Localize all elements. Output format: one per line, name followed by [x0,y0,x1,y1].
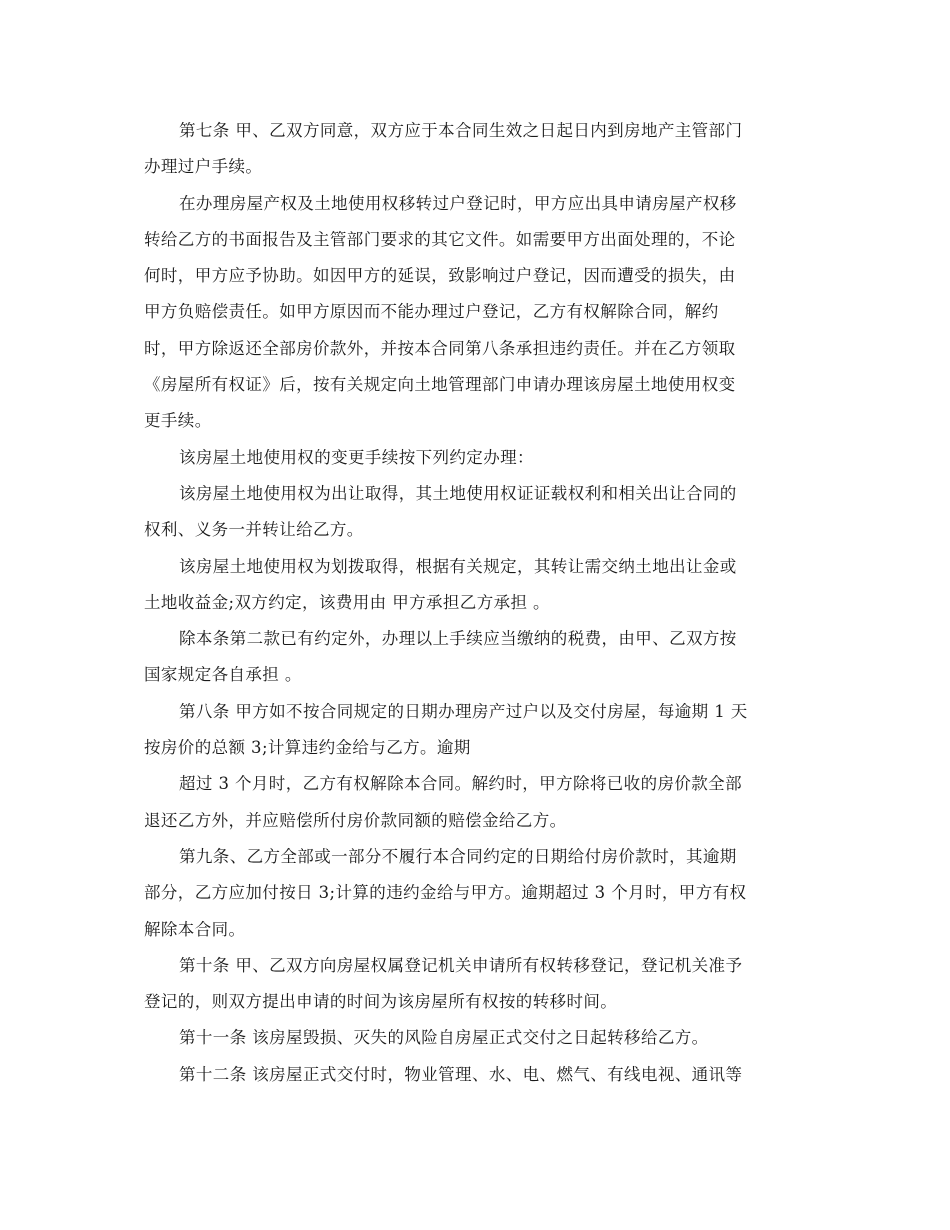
document-line: 解除本合同。 [144,919,246,939]
document-body [144,113,804,1093]
document-line: 除本条第二款已有约定外，办理以上手续应当缴纳的税费，由甲、乙双方按 [179,629,737,649]
document-line: 部分，乙方应加付按日 3;计算的违约金给与甲方。逾期超过 3 个月时，甲方有权 [144,883,747,903]
document-line: 更手续。 [144,411,212,431]
document-line: 何时，甲方应予协助。如因甲方的延误，致影响过户登记，因而遭受的损失，由 [144,266,736,286]
document-line: 该房屋土地使用权为划拨取得，根据有关规定，其转让需交纳土地出让金或 [179,556,737,576]
document-line: 登记的，则双方提出申请的时间为该房屋所有权按的转移时间。 [144,992,618,1012]
document-line: 第九条、乙方全部或一部分不履行本合同约定的日期给付房价款时，其逾期 [179,846,737,866]
document-line: 国家规定各自承担 。 [144,665,302,685]
document-line: 时，甲方除返还全部房价款外，并按本合同第八条承担违约责任。并在乙方领取 [144,338,736,358]
document-line: 第十条 甲、乙双方向房屋权属登记机关申请所有权转移登记，登记机关准予 [179,955,743,975]
document-line: 在办理房屋产权及土地使用权移转过户登记时，甲方应出具申请房屋产权移 [179,193,737,213]
document-line: 第十二条 该房屋正式交付时，物业管理、水、电、燃气、有线电视、通讯等 [179,1064,743,1084]
document-line: 土地收益金;双方约定，该费用由 甲方承担乙方承担 。 [144,592,550,612]
document-line: 超过 3 个月时，乙方有权解除本合同。解约时，甲方除将已收的房价款全部 [179,774,742,794]
document-line: 甲方负赔偿责任。如甲方原因而不能办理过户登记，乙方有权解除合同，解约 [144,302,719,322]
document-line: 权利、义务一并转让给乙方。 [144,520,364,540]
document-line: 第十一条 该房屋毁损、灭失的风险自房屋正式交付之日起转移给乙方。 [179,1028,709,1048]
document-line: 该房屋土地使用权的变更手续按下列约定办理： [179,447,534,467]
document-line: 转给乙方的书面报告及主管部门要求的其它文件。如需要甲方出面处理的，不论 [144,229,736,249]
document-line: 该房屋土地使用权为出让取得，其土地使用权证证载权利和相关出让合同的 [179,483,737,503]
document-line: 退还乙方外，并应赔偿所付房价款同额的赔偿金给乙方。 [144,810,567,830]
document-line: 办理过户手续。 [144,157,263,177]
document-line: 《房屋所有权证》后，按有关规定向土地管理部门申请办理该房屋土地使用权变 [144,375,736,395]
document-line: 按房价的总额 3;计算违约金给与乙方。逾期 [144,738,471,758]
document-line: 第七条 甲、乙双方同意，双方应于本合同生效之日起日内到房地产主管部门 [179,121,743,140]
document-line: 第八条 甲方如不按合同规定的日期办理房产过户以及交付房屋，每逾期 1 天 [179,701,748,721]
